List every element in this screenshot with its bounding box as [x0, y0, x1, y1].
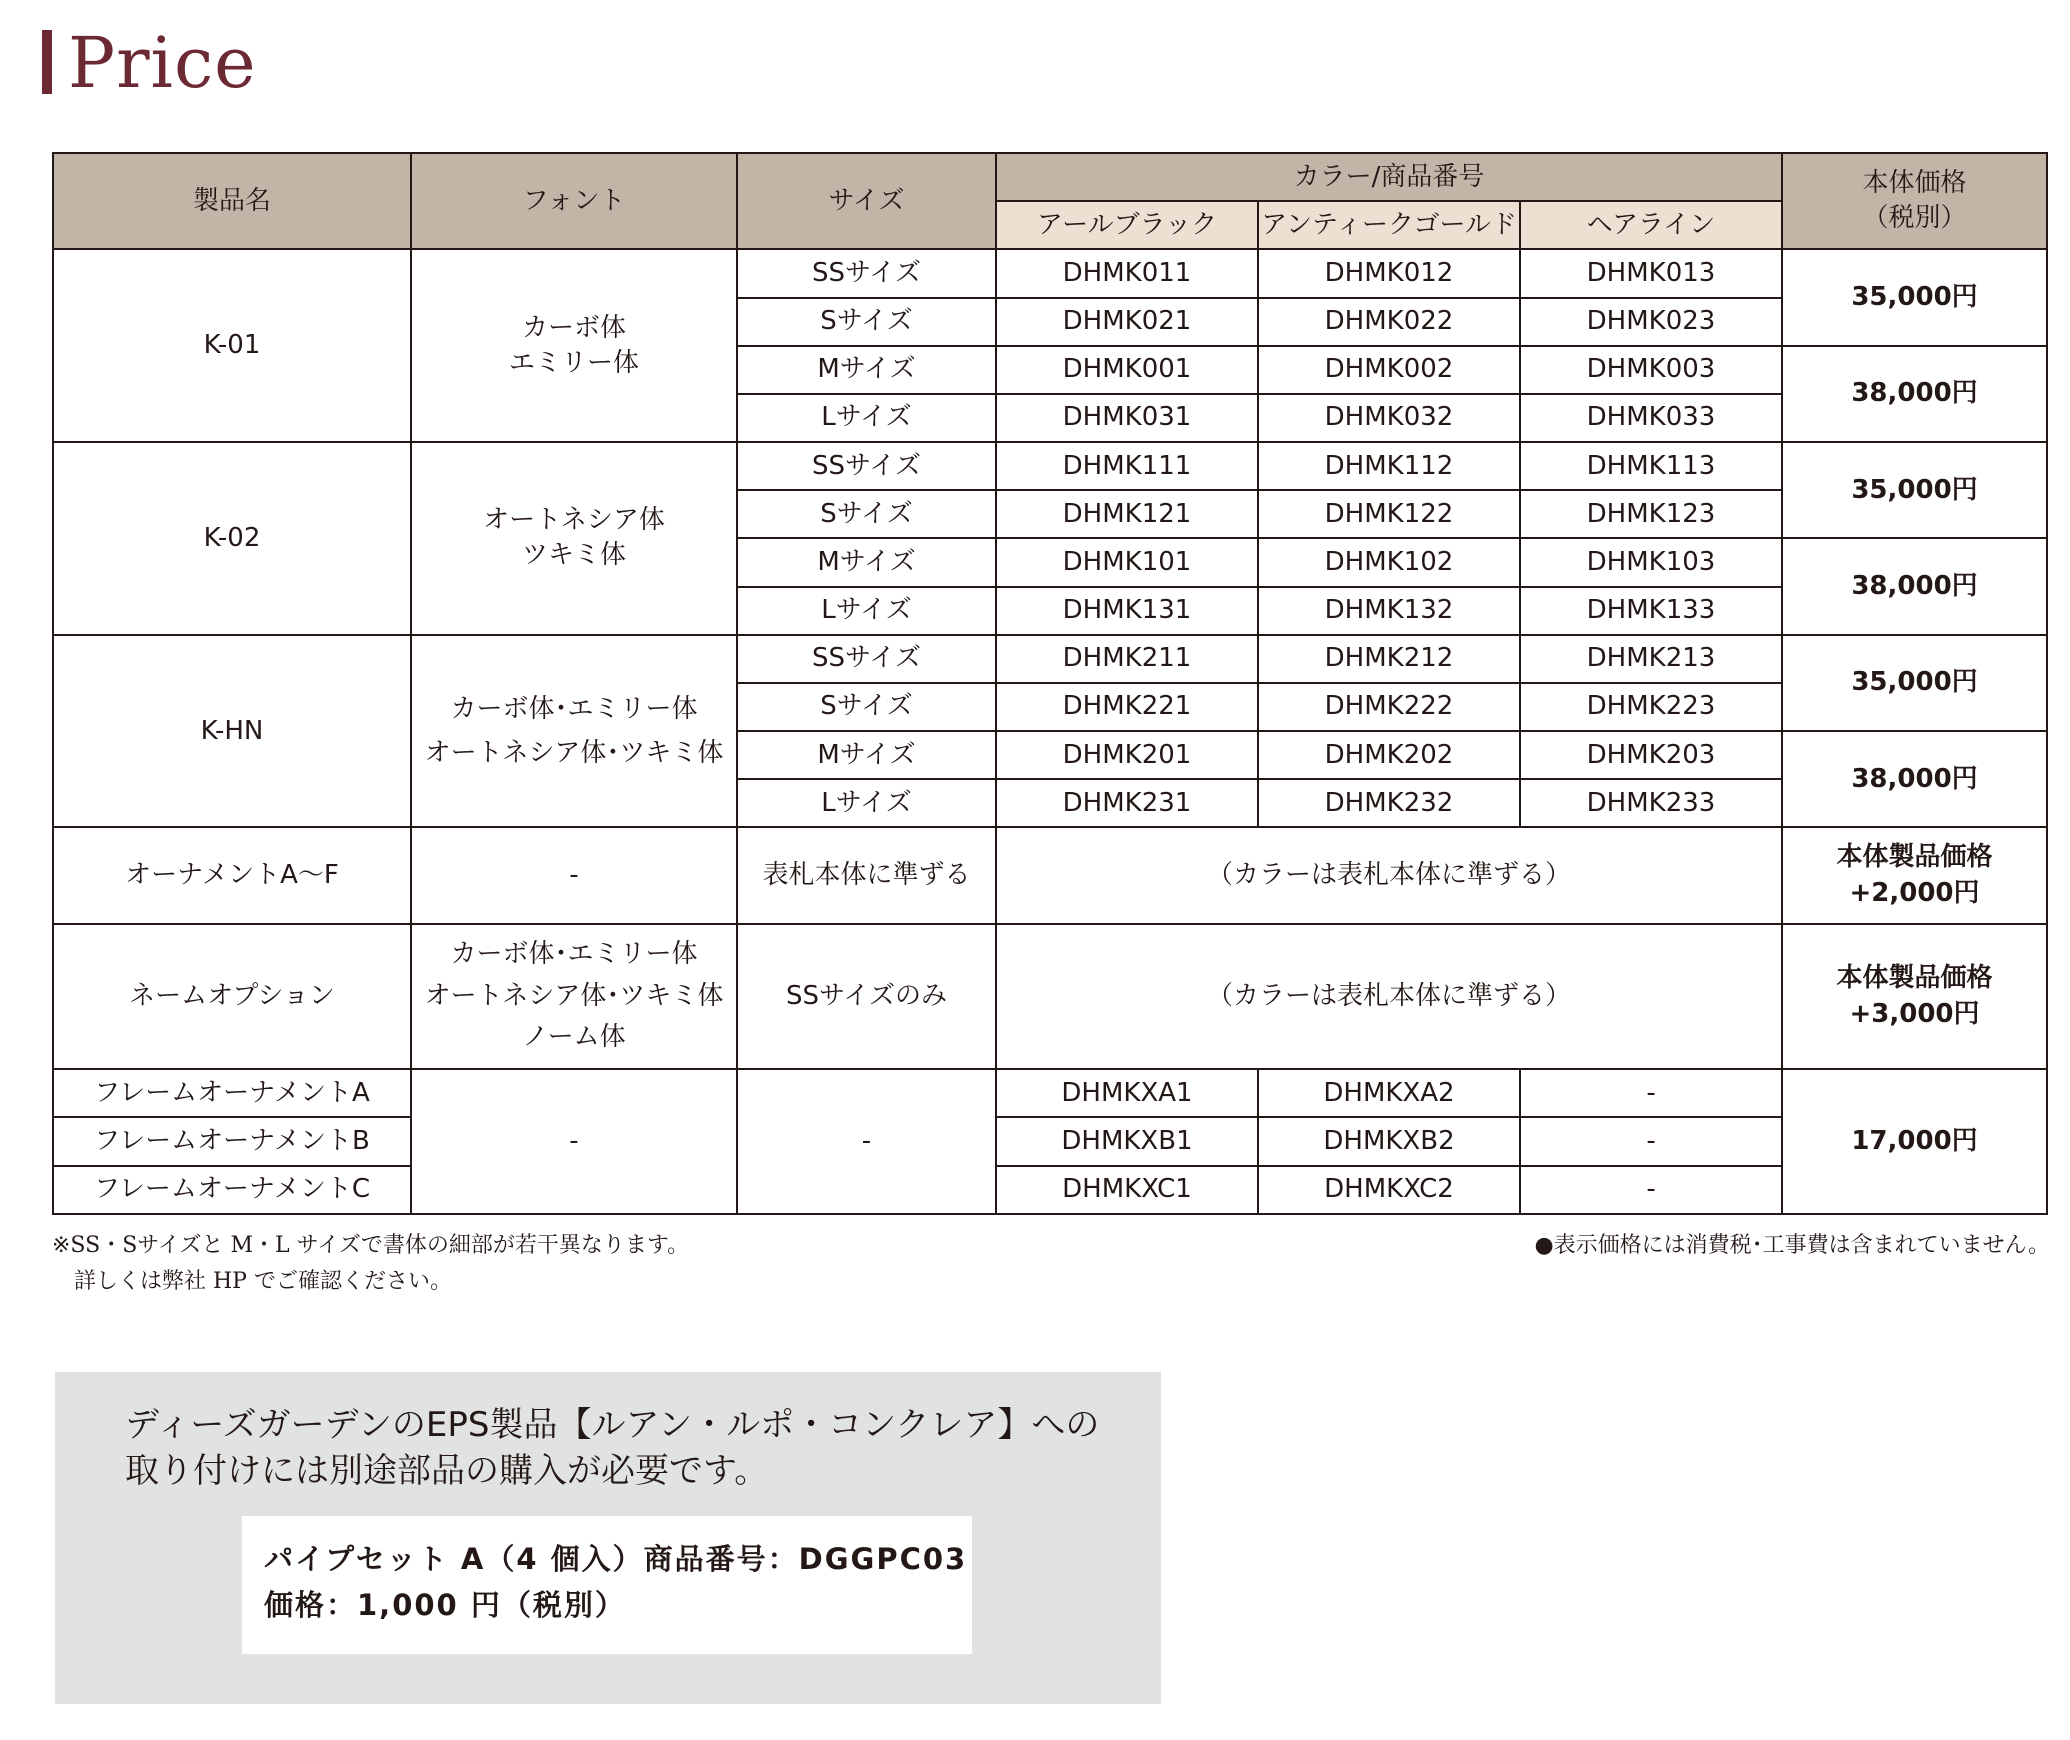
color-ornament: （カラーは表札本体に準ずる） — [996, 827, 1782, 923]
code-black: DHMKXC1 — [996, 1166, 1258, 1214]
pipe-set-box — [242, 1516, 972, 1654]
font-k01 — [411, 249, 737, 442]
table-row-ornament — [53, 827, 2047, 923]
code-gold: DHMK012 — [1258, 249, 1520, 297]
header-color-gold: アンティークゴールド — [1258, 201, 1520, 249]
price-table — [52, 152, 2048, 1215]
font-name-option — [411, 924, 737, 1070]
table-row — [53, 1117, 2047, 1165]
code-gold: DHMK202 — [1258, 731, 1520, 779]
code-gold: DHMK002 — [1258, 346, 1520, 394]
code-gold: DHMK102 — [1258, 538, 1520, 586]
code-hairline: DHMK003 — [1520, 346, 1782, 394]
title-accent-bar — [42, 30, 52, 94]
price-cell: 38,000円 — [1782, 731, 2047, 827]
panel-line1: ディーズガーデンのEPS製品【ルアン・ルポ・コンクレア】への — [125, 1405, 1100, 1445]
code-gold: DHMK232 — [1258, 779, 1520, 827]
header-color-hairline: ヘアライン — [1520, 201, 1782, 249]
size-cell: Mサイズ — [737, 731, 996, 779]
code-hairline: DHMK213 — [1520, 635, 1782, 683]
code-hairline: DHMK203 — [1520, 731, 1782, 779]
code-gold: DHMK132 — [1258, 587, 1520, 635]
size-cell: Sサイズ — [737, 490, 996, 538]
product-name-ornament: オーナメントA〜F — [53, 827, 411, 923]
code-black: DHMK001 — [996, 346, 1258, 394]
font-khn — [411, 635, 737, 828]
size-cell: SSサイズ — [737, 442, 996, 490]
code-gold: DHMK112 — [1258, 442, 1520, 490]
pipe-set-info — [264, 1536, 967, 1628]
price-ornament-line2: +2,000円 — [1849, 877, 1980, 908]
code-black: DHMK231 — [996, 779, 1258, 827]
code-black: DHMK121 — [996, 490, 1258, 538]
code-black: DHMK111 — [996, 442, 1258, 490]
size-cell: Lサイズ — [737, 587, 996, 635]
header-price-line2: （税別） — [1862, 203, 1967, 234]
color-name-option: （カラーは表札本体に準ずる） — [996, 924, 1782, 1070]
price-cell: 35,000円 — [1782, 635, 2047, 731]
code-gold: DHMK222 — [1258, 683, 1520, 731]
code-black: DHMK131 — [996, 587, 1258, 635]
code-black: DHMKXA1 — [996, 1069, 1258, 1117]
code-black: DHMK211 — [996, 635, 1258, 683]
font-k02-line1: オートネシア体 — [483, 505, 665, 536]
product-name-frame-a: フレームオーナメントA — [53, 1069, 411, 1117]
font-name-option-line2: オートネシア体･ツキミ体 — [424, 980, 724, 1011]
header-color-group: カラー/商品番号 — [996, 153, 1782, 201]
price-frame: 17,000円 — [1782, 1069, 2047, 1214]
code-black: DHMK031 — [996, 394, 1258, 442]
code-hairline: DHMK013 — [1520, 249, 1782, 297]
size-cell: Mサイズ — [737, 538, 996, 586]
panel-line2: 取り付けには別途部品の購入が必要です。 — [125, 1451, 769, 1491]
size-cell: Sサイズ — [737, 298, 996, 346]
font-k01-line1: カーボ体 — [521, 312, 626, 343]
header-product-name: 製品名 — [53, 153, 411, 249]
code-black: DHMKXB1 — [996, 1117, 1258, 1165]
code-gold: DHMK212 — [1258, 635, 1520, 683]
product-name-frame-b: フレームオーナメントB — [53, 1117, 411, 1165]
price-name-option-line2: +3,000円 — [1849, 998, 1980, 1029]
pipe-set-line1: パイプセット A（4 個入）商品番号：DGGPC03 — [264, 1542, 968, 1576]
table-row-name-option — [53, 924, 2047, 1070]
price-cell: 35,000円 — [1782, 442, 2047, 538]
code-hairline: - — [1520, 1117, 1782, 1165]
font-ornament: - — [411, 827, 737, 923]
header-size: サイズ — [737, 153, 996, 249]
price-name-option — [1782, 924, 2047, 1070]
font-khn-line2: オートネシア体･ツキミ体 — [424, 738, 724, 769]
product-name-frame-c: フレームオーナメントC — [53, 1166, 411, 1214]
footnote-right: ●表示価格には消費税･工事費は含まれていません。 — [1534, 1233, 2050, 1258]
code-hairline: DHMK033 — [1520, 394, 1782, 442]
font-k02-line2: ツキミ体 — [521, 540, 626, 571]
code-hairline: DHMK023 — [1520, 298, 1782, 346]
font-khn-line1: カーボ体･エミリー体 — [450, 693, 698, 724]
code-gold: DHMK122 — [1258, 490, 1520, 538]
size-cell: Sサイズ — [737, 683, 996, 731]
product-name-k01: K-01 — [53, 249, 411, 442]
footnote-left-line1: ※SS・Sサイズと M・L サイズで書体の細部が若干異なります。 — [52, 1233, 690, 1258]
size-ornament: 表札本体に準ずる — [737, 827, 996, 923]
code-hairline: DHMK123 — [1520, 490, 1782, 538]
code-gold: DHMKXA2 — [1258, 1069, 1520, 1117]
font-name-option-line3: ノーム体 — [522, 1022, 626, 1053]
price-cell: 38,000円 — [1782, 538, 2047, 634]
product-name-k02: K-02 — [53, 442, 411, 635]
table-row — [53, 1069, 2047, 1117]
font-k02 — [411, 442, 737, 635]
code-hairline: - — [1520, 1166, 1782, 1214]
size-cell: Lサイズ — [737, 779, 996, 827]
code-gold: DHMK032 — [1258, 394, 1520, 442]
code-gold: DHMKXB2 — [1258, 1117, 1520, 1165]
table-row — [53, 1166, 2047, 1214]
code-black: DHMK011 — [996, 249, 1258, 297]
code-black: DHMK201 — [996, 731, 1258, 779]
price-ornament-line1: 本体製品価格 — [1836, 842, 1993, 873]
size-cell: Mサイズ — [737, 346, 996, 394]
size-name-option: SSサイズのみ — [737, 924, 996, 1070]
code-black: DHMK101 — [996, 538, 1258, 586]
price-cell: 35,000円 — [1782, 249, 2047, 345]
table-row — [53, 249, 2047, 297]
product-name-khn: K-HN — [53, 635, 411, 828]
code-hairline: DHMK223 — [1520, 683, 1782, 731]
product-name-name-option: ネームオプション — [53, 924, 411, 1070]
table-row — [53, 635, 2047, 683]
footnote-left-line2: 詳しくは弊社 HP でご確認ください。 — [74, 1269, 452, 1294]
footnote-left — [52, 1228, 689, 1300]
price-ornament — [1782, 827, 2047, 923]
pipe-set-line2: 価格：1,000 円（税別） — [264, 1588, 626, 1622]
header-price — [1782, 153, 2047, 249]
size-cell: SSサイズ — [737, 249, 996, 297]
page-title: Price — [68, 22, 257, 104]
header-color-black: アールブラック — [996, 201, 1258, 249]
code-hairline: DHMK233 — [1520, 779, 1782, 827]
code-gold: DHMK022 — [1258, 298, 1520, 346]
header-font: フォント — [411, 153, 737, 249]
size-frame: - — [737, 1069, 996, 1214]
price-cell: 38,000円 — [1782, 346, 2047, 442]
header-price-line1: 本体価格 — [1862, 168, 1967, 199]
size-cell: SSサイズ — [737, 635, 996, 683]
font-name-option-line1: カーボ体･エミリー体 — [450, 939, 698, 970]
header-row — [53, 153, 2047, 201]
size-cell: Lサイズ — [737, 394, 996, 442]
info-panel — [55, 1372, 1161, 1704]
code-black: DHMK221 — [996, 683, 1258, 731]
panel-message — [125, 1402, 1099, 1494]
code-black: DHMK021 — [996, 298, 1258, 346]
code-hairline: - — [1520, 1069, 1782, 1117]
code-hairline: DHMK133 — [1520, 587, 1782, 635]
font-frame: - — [411, 1069, 737, 1214]
code-gold: DHMKXC2 — [1258, 1166, 1520, 1214]
font-k01-line2: エミリー体 — [508, 347, 639, 378]
price-name-option-line1: 本体製品価格 — [1836, 963, 1993, 994]
table-row — [53, 442, 2047, 490]
code-hairline: DHMK103 — [1520, 538, 1782, 586]
code-hairline: DHMK113 — [1520, 442, 1782, 490]
